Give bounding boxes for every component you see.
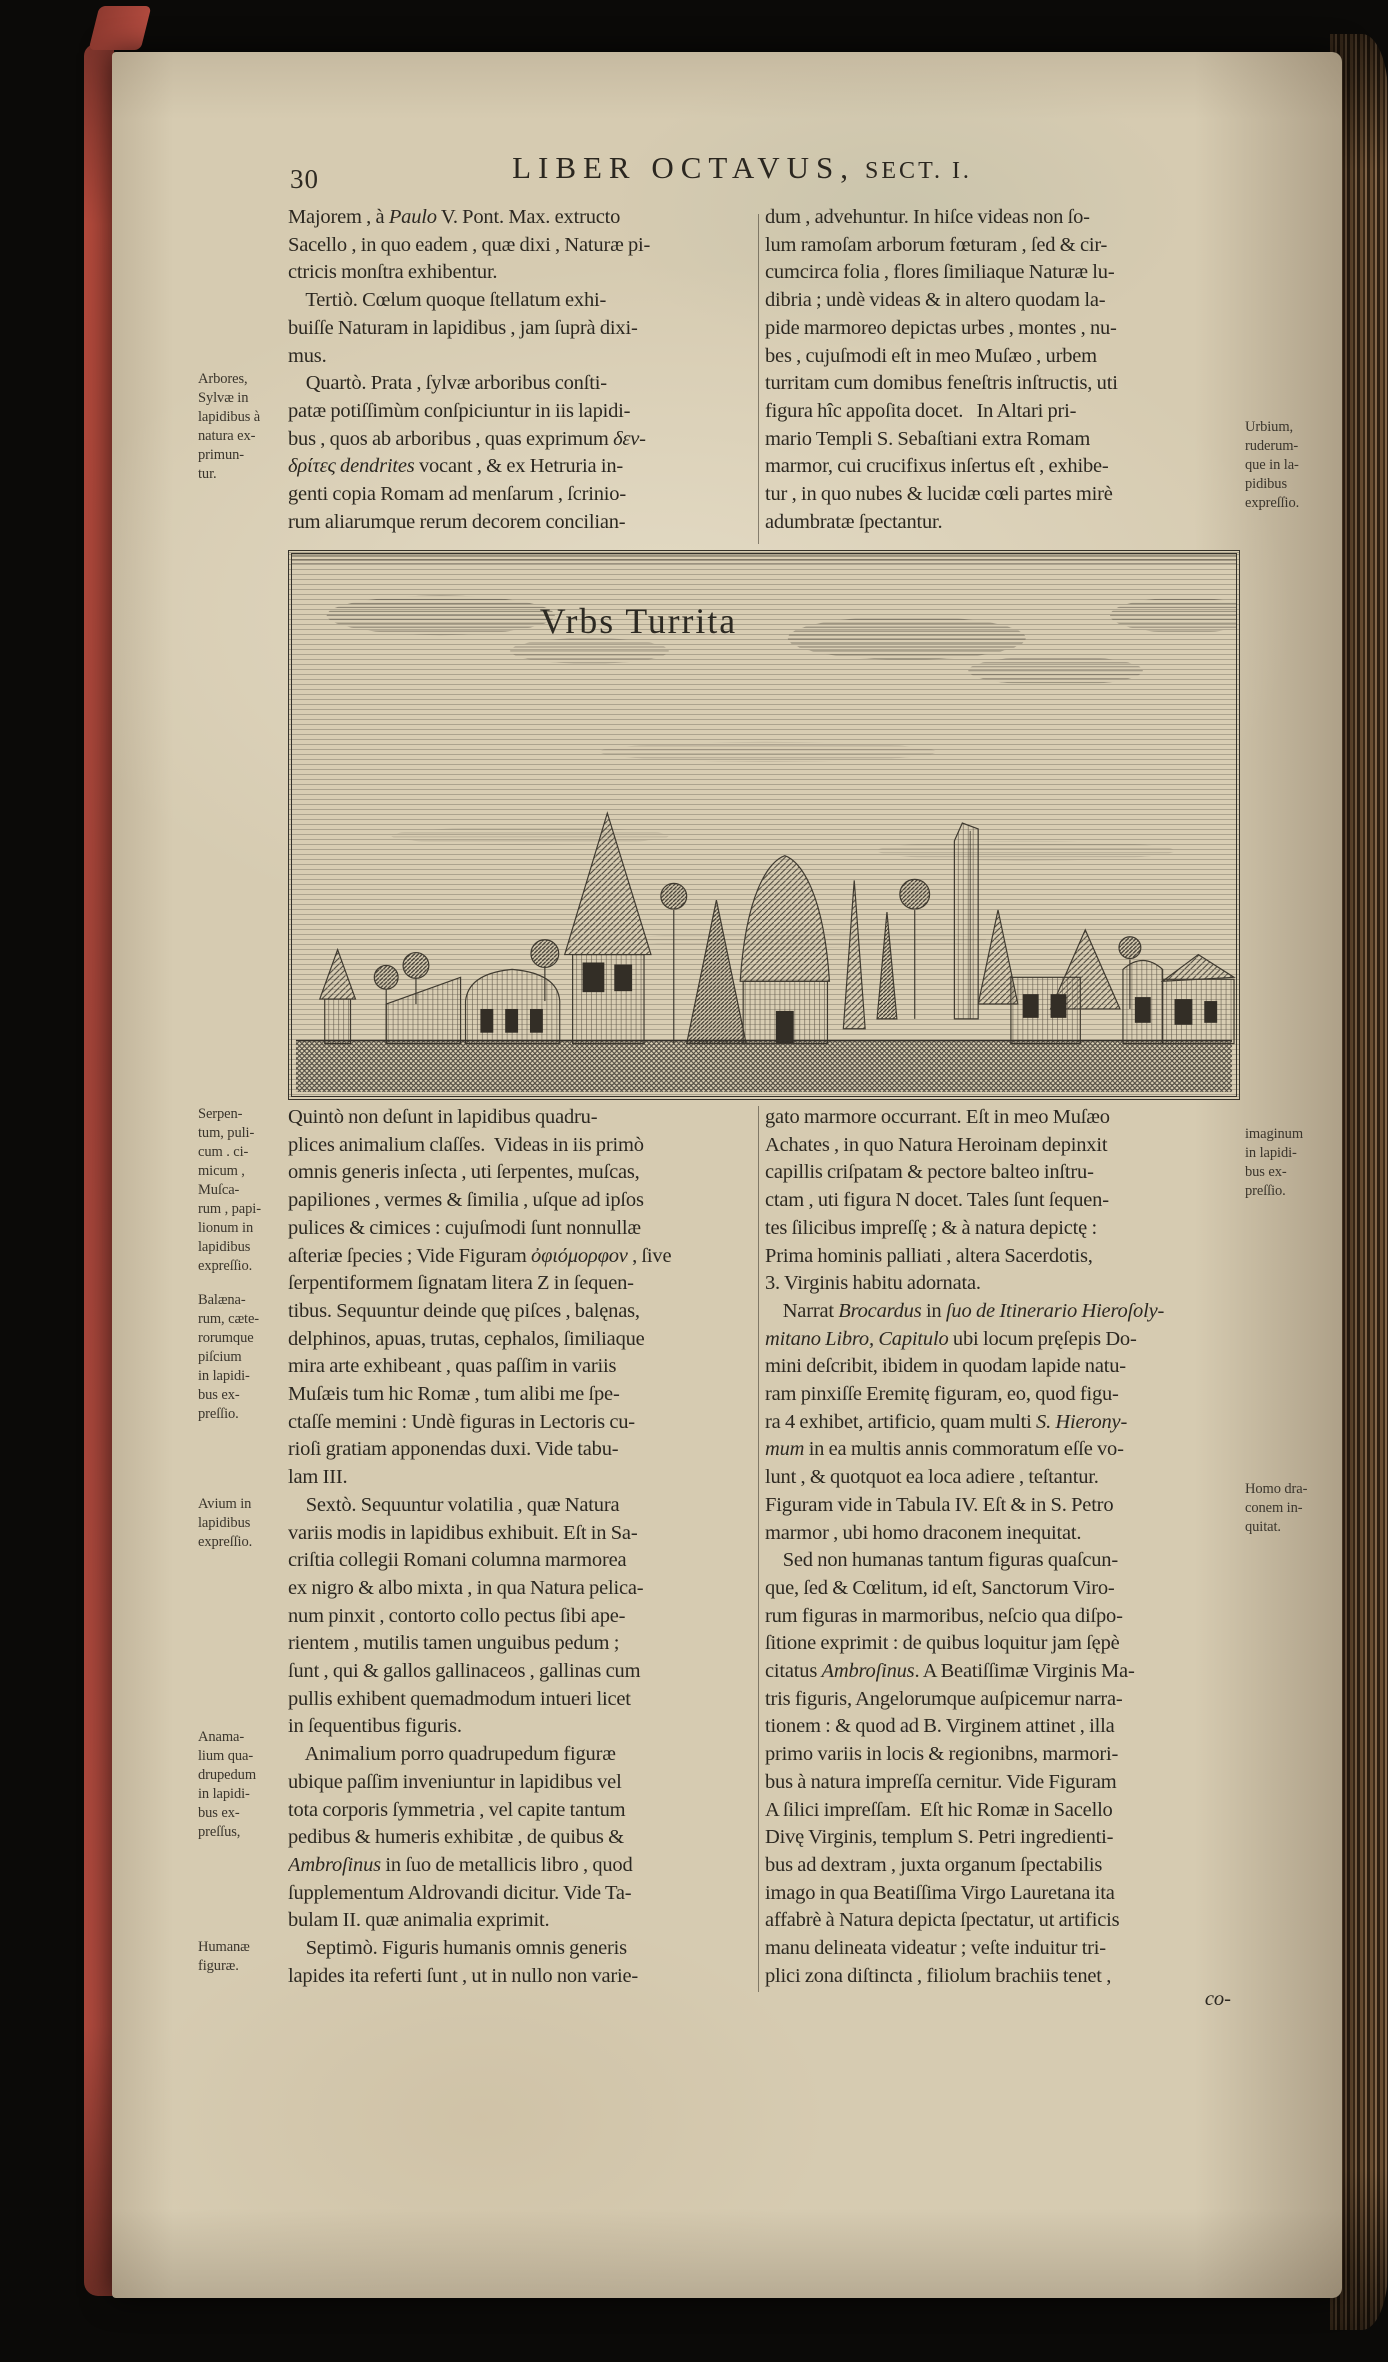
text-line: lapidibus xyxy=(198,1515,251,1531)
text-line: Quintò non deſunt in lapidibus quadru- xyxy=(288,1106,598,1128)
text-line: papiliones , vermes & ſimilia , uſque ad ipſos xyxy=(288,1189,644,1212)
text-line: lapidibus à xyxy=(198,409,261,425)
text-line: ſerpentiformem ſignatam litera Z in ſequen- xyxy=(288,1272,634,1295)
text-line: plici zona diſtincta , filiolum brachiis tenet , xyxy=(765,1964,1112,1987)
text-line: mini deſcribit, ibidem in quodam lapide natu- xyxy=(765,1355,1126,1378)
text-line: adumbratæ ſpectantur. xyxy=(765,510,943,533)
margin-note-humanae xyxy=(198,1938,294,1976)
text-line: rorumque xyxy=(198,1330,254,1346)
text-line: drupedum xyxy=(198,1767,256,1783)
text-line: num pinxit , contorto collo pectus ſibi ape- xyxy=(288,1604,626,1627)
house-right xyxy=(1163,979,1234,1043)
engraving-caption: Vrbs Turrita xyxy=(539,601,738,642)
text-line: lapides ita referti ſunt , ut in nullo non varie- xyxy=(288,1964,639,1987)
text-line: Avium in xyxy=(198,1496,252,1512)
text-line: A ſilici impreſſam. Eſt hic Romæ in Sacello xyxy=(765,1798,1113,1821)
ground xyxy=(296,1041,1232,1092)
text-line: ram pinxiſſe Eremitę figuram, eo, quod figu- xyxy=(765,1383,1119,1406)
catchword: co- xyxy=(1204,1988,1231,2010)
text-line: imaginum xyxy=(1245,1126,1304,1142)
text-line: primo variis in locis & regionibns, marmori- xyxy=(765,1743,1119,1766)
text-line: Majorem , à Paulo V. Pont. Max. extructo xyxy=(288,206,621,228)
text-line: dum , advehuntur. In hiſce videas non ſo- xyxy=(765,206,1090,228)
text-line: rum aliarumque rerum decorem concilian- xyxy=(288,510,626,533)
text-line: ctam , uti figura N docet. Tales ſunt ſequen- xyxy=(765,1189,1109,1212)
text-line: variis modis in lapidibus exhibuit. Eſt in Sa- xyxy=(288,1521,638,1544)
text-line: rum , papi- xyxy=(198,1201,261,1217)
text-line: turritam cum domibus feneſtris inſtructis, uti xyxy=(765,372,1118,395)
text-line: bus ex- xyxy=(198,1387,240,1403)
header-title: LIBER OCTAVUS, xyxy=(512,150,856,185)
text-line: expreſſio. xyxy=(198,1258,253,1274)
text-line: preſſus, xyxy=(198,1824,241,1840)
text-line: ſitione exprimit : de quibus loquitur jam ſępè xyxy=(765,1632,1120,1655)
text-line: aſteriæ ſpecies ; Vide Figuram ὀφιόμορφον , ſive xyxy=(288,1244,672,1267)
text-line: bus ad dextram , juxta organum ſpectabilis xyxy=(765,1853,1103,1876)
text-line: tes ſilicibus impreſſę ; & à natura depictę : xyxy=(765,1216,1097,1239)
text-line: in lapidi- xyxy=(198,1786,250,1802)
text-line: ctaſſe memini : Undè figuras in Lectoris cu- xyxy=(288,1410,635,1433)
page-number: 30 xyxy=(290,164,319,194)
text-line: mum in ea multis annis commoratum eſſe vo- xyxy=(765,1438,1124,1461)
text-line: tris figuris, Angelorumque auſpicemur narra- xyxy=(765,1687,1123,1710)
text-line: lunt , & quotquot ea loca adiere , teſtantur. xyxy=(765,1466,1099,1489)
text-line: ſupplementum Aldrovandi dicitur. Vide Ta- xyxy=(288,1881,632,1904)
text-line: ra 4 exhibet, artificio, quam multi S. Hierony- xyxy=(765,1410,1128,1433)
text-line: pullis exhibent quemadmodum intueri licet xyxy=(288,1687,631,1710)
text-line: Humanæ xyxy=(198,1939,250,1955)
text-line: delphinos, apuas, trutas, cephalos, ſimiliaque xyxy=(288,1327,645,1350)
text-line: mario Templi S. Sebaſtiani extra Romam xyxy=(765,427,1091,450)
text-line: Ambroſinus in ſuo de metallicis libro , quod xyxy=(288,1853,633,1876)
text-line: bus ex- xyxy=(198,1805,240,1821)
text-line: rum figuras in marmoribus, neſcio qua diſpo- xyxy=(765,1604,1123,1627)
text-line: patæ potiſſimùm conſpiciuntur in iis lapidi- xyxy=(288,399,631,422)
text-line: tum, puli- xyxy=(198,1125,255,1141)
text-line: rioſi gratiam apponendas duxi. Vide tabu- xyxy=(288,1438,619,1461)
text-line: primun- xyxy=(198,447,245,463)
margin-note-imaginum xyxy=(1245,1125,1341,1201)
text-line: in lapidi- xyxy=(198,1368,250,1384)
text-line: buiſſe Naturam in lapidibus , jam ſuprà dixi- xyxy=(288,316,638,339)
text-line: genti copia Romam ad menſarum , ſcrinio- xyxy=(288,483,626,506)
text-line: Animalium porro quadrupedum figuræ xyxy=(288,1743,616,1766)
text-line: Tertiò. Cœlum quoque ſtellatum exhi- xyxy=(288,289,607,312)
text-line: conem in- xyxy=(1245,1500,1303,1516)
text-line: que in la- xyxy=(1245,457,1299,473)
text-line: in lapidi- xyxy=(1245,1145,1297,1161)
text-line: preſſio. xyxy=(198,1406,239,1422)
margin-note-serpentum xyxy=(198,1105,294,1276)
text-line: ex nigro & albo mixta , in qua Natura pelica- xyxy=(288,1576,644,1599)
text-line: Septimò. Figuris humanis omnis generis xyxy=(288,1937,627,1960)
text-line: Anama- xyxy=(198,1729,245,1745)
text-line: cumcirca folia , flores ſimiliaque Naturæ lu- xyxy=(765,261,1115,284)
city-wall xyxy=(386,977,460,1043)
text-line: Prima hominis palliati , altera Sacerdotis, xyxy=(765,1244,1093,1267)
text-line: Divę Virginis, templum S. Petri ingredienti- xyxy=(765,1826,1114,1849)
text-line: tur. xyxy=(198,466,217,482)
text-line: piſcium xyxy=(198,1349,242,1365)
column-divider-bottom xyxy=(758,1106,759,1992)
text-line: lium qua- xyxy=(198,1748,254,1764)
text-line: ſunt , qui & gallos gallinaceos , gallinas cum xyxy=(288,1660,641,1683)
text-line: bulam II. quæ animalia exprimit. xyxy=(288,1909,550,1932)
text-line: Muſæis tum hic Romæ , tum alibi me ſpe- xyxy=(288,1383,620,1406)
text-line: Sextò. Sequuntur volatilia , quæ Natura xyxy=(288,1493,620,1516)
tower-column xyxy=(954,823,978,1019)
text-line: Quartò. Prata , ſylvæ arboribus conſti- xyxy=(288,372,607,395)
book-fore-edge-red xyxy=(84,44,114,2296)
text-line: que, ſed & Cœlitum, id eſt, Sanctorum Viro- xyxy=(765,1576,1115,1599)
text-line: Figuram vide in Tabula IV. Eſt & in S. Petro xyxy=(765,1493,1114,1516)
tower-dark-cone xyxy=(687,900,746,1043)
margin-note-homo-draconem xyxy=(1245,1480,1341,1537)
engraving-illustration xyxy=(292,554,1236,1096)
text-line: tota corporis ſymmetria , vel capite tantum xyxy=(288,1798,626,1821)
text-line: Urbium, xyxy=(1245,419,1294,435)
text-line: Muſca- xyxy=(198,1182,240,1198)
text-line: Balæna- xyxy=(198,1292,246,1308)
text-line: preſſio. xyxy=(1245,1183,1286,1199)
text-line: pidibus xyxy=(1245,476,1288,492)
text-line: dibria ; undè videas & in altero quodam la- xyxy=(765,289,1106,312)
text-line: ctricis monſtra exhibentur. xyxy=(288,261,498,284)
text-line: Sacello , in quo eadem , quæ dixi , Naturæ pi- xyxy=(288,233,651,256)
text-line: mitano Libro, Capitulo ubi locum pręſepis Do- xyxy=(765,1327,1137,1350)
text-line: citatus Ambroſinus. A Beatiſſimæ Virginis Ma- xyxy=(765,1660,1135,1683)
text-line: 3. Virginis habitu adornata. xyxy=(765,1272,981,1295)
text-line: Achates , in quo Natura Heroinam depinxit xyxy=(765,1133,1108,1156)
text-line: lapidibus xyxy=(198,1239,251,1255)
text-column-bottom-right xyxy=(765,1104,1245,1996)
margin-note-balaenarum xyxy=(198,1291,294,1424)
text-line: criſtia collegii Romani columna marmorea xyxy=(288,1549,627,1572)
text-line: lum ramoſam arborum fœturam , ſed & cir- xyxy=(765,233,1108,256)
header-section: SECT. I. xyxy=(865,158,972,184)
book-fore-edge-top xyxy=(89,6,152,50)
text-line: rientem , mutilis tamen unguibus pedum ; xyxy=(288,1632,620,1655)
text-line: tur , in quo nubes & lucidæ cœli partes mirè xyxy=(765,483,1113,506)
text-line: cum . ci- xyxy=(198,1144,249,1160)
text-line: rum, cæte- xyxy=(198,1311,260,1327)
tower-round-cone xyxy=(740,856,829,982)
text-line: Narrat Brocardus in ſuo de Itinerario Hieroſoly- xyxy=(765,1299,1165,1322)
text-column-bottom-left xyxy=(288,1104,754,1996)
text-line: pide marmoreo depictas urbes , montes , nu- xyxy=(765,316,1117,339)
running-header xyxy=(262,150,1222,186)
text-line: pulices & cimices : cujuſmodi ſunt nonnullæ xyxy=(288,1216,641,1239)
text-line: Sylvæ in xyxy=(198,390,249,406)
text-line: ubique paſſim inveniuntur in lapidibus vel xyxy=(288,1770,622,1793)
text-line: bus ex- xyxy=(1245,1164,1287,1180)
text-line: natura ex- xyxy=(198,428,256,444)
margin-note-avium xyxy=(198,1495,294,1552)
sky-top-band xyxy=(292,554,1236,564)
text-line: mus. xyxy=(288,344,327,367)
text-line: imago in qua Beatiſſima Virgo Lauretana ita xyxy=(765,1881,1115,1904)
text-column-top-left xyxy=(288,204,754,540)
margin-note-urbium xyxy=(1245,418,1341,513)
text-line: lam III. xyxy=(288,1466,348,1489)
book-page xyxy=(112,52,1342,2298)
text-line: bes , cujuſmodi eſt in meo Muſæo , urbem xyxy=(765,344,1097,367)
text-line: δρίτες dendrites vocant , & ex Hetruria in- xyxy=(288,455,624,478)
house-mid xyxy=(1011,977,1080,1043)
text-line: plices animalium claſſes. Videas in iis primò xyxy=(288,1133,644,1156)
text-line: figuræ. xyxy=(198,1958,239,1974)
text-line: figura hîc appoſita docet. In Altari pri- xyxy=(765,399,1077,422)
text-line: expreſſio. xyxy=(198,1534,253,1550)
text-column-top-right xyxy=(765,204,1245,540)
text-line: pedibus & humeris exhibitæ , de quibus & xyxy=(288,1826,624,1849)
text-line: bus à natura impreſſa cernitur. Vide Figuram xyxy=(765,1770,1117,1793)
text-line: omnis generis inſecta , uti ſerpentes, muſcas, xyxy=(288,1161,640,1184)
engraving-urbs-turrita xyxy=(288,550,1240,1100)
text-line: Homo dra- xyxy=(1245,1481,1308,1497)
text-line: ruderum- xyxy=(1245,438,1299,454)
tower-cone-left xyxy=(320,950,356,999)
margin-note-animalium xyxy=(198,1728,294,1842)
text-line: tibus. Sequuntur deinde quę piſces , balęnas, xyxy=(288,1299,640,1322)
margin-note-arbores xyxy=(198,370,294,484)
text-line: lionum in xyxy=(198,1220,254,1236)
text-line: expreſſio. xyxy=(1245,495,1300,511)
text-line: bus , quos ab arboribus , quas exprimum δεν- xyxy=(288,427,646,450)
text-line: in ſequentibus figuris. xyxy=(288,1715,462,1738)
text-line: gato marmore occurrant. Eſt in meo Muſæo xyxy=(765,1106,1110,1128)
text-line: mira arte exhibeant , quas paſſim in variis xyxy=(288,1355,617,1378)
text-line: Arbores, xyxy=(198,371,248,387)
text-line: capillis criſpatam & pectore balteo inſtru- xyxy=(765,1161,1094,1184)
text-line: tionem : & quod ad B. Virginem attinet , illa xyxy=(765,1715,1115,1738)
column-divider-top xyxy=(758,214,759,544)
text-line: Sed non humanas tantum figuras quaſcun- xyxy=(765,1549,1118,1572)
text-line: affabrè à Natura depicta ſpectatur, ut artificis xyxy=(765,1909,1120,1932)
text-line: manu delineata videatur ; veſte induitur tri- xyxy=(765,1937,1106,1960)
text-line: marmor , ubi homo draconem inequitat. xyxy=(765,1521,1082,1544)
text-line: Serpen- xyxy=(198,1106,243,1122)
text-line: marmor, cui crucifixus inſertus eſt , exhibe- xyxy=(765,455,1109,478)
text-line: quitat. xyxy=(1245,1519,1281,1535)
text-line: micum , xyxy=(198,1163,245,1179)
